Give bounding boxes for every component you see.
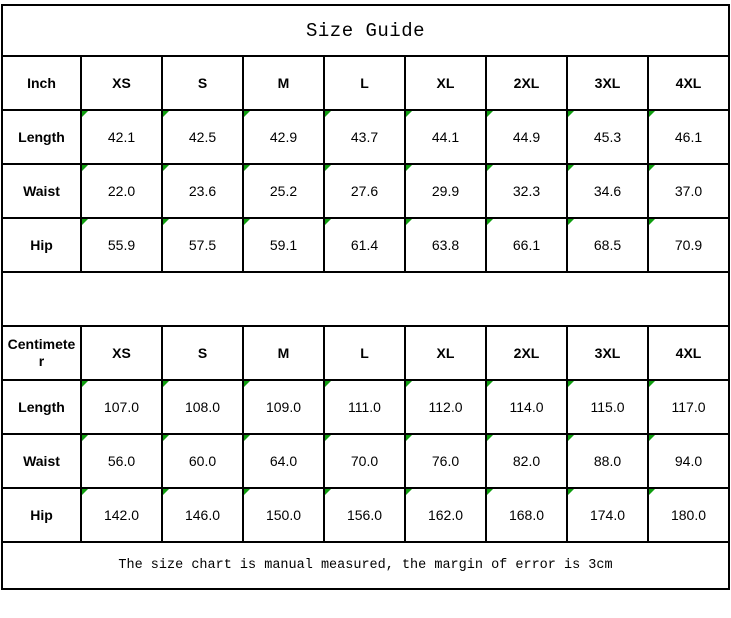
size-value: 23.6 xyxy=(188,183,217,199)
comment-flag-icon xyxy=(568,165,574,171)
size-value-cell xyxy=(81,110,162,164)
comment-flag-icon xyxy=(487,219,493,225)
size-header-s: S xyxy=(162,326,243,380)
size-value-cell xyxy=(648,218,729,272)
size-value-cell xyxy=(81,380,162,434)
size-value: 174.0 xyxy=(589,507,626,523)
comment-flag-icon xyxy=(568,489,574,495)
comment-flag-icon xyxy=(649,435,655,441)
size-value: 70.0 xyxy=(350,453,379,469)
size-value: 56.0 xyxy=(107,453,136,469)
comment-flag-icon xyxy=(244,165,250,171)
size-value: 63.8 xyxy=(431,237,460,253)
size-value: 142.0 xyxy=(103,507,140,523)
size-header-2xl: 2XL xyxy=(486,326,567,380)
page-title: Size Guide xyxy=(2,5,729,56)
comment-flag-icon xyxy=(487,435,493,441)
size-value-cell xyxy=(567,488,648,542)
comment-flag-icon xyxy=(163,165,169,171)
size-value: 114.0 xyxy=(509,399,544,415)
size-value: 42.1 xyxy=(107,129,136,145)
size-header-3xl: 3XL xyxy=(567,56,648,110)
size-value-cell xyxy=(324,434,405,488)
size-value: 76.0 xyxy=(431,453,460,469)
comment-flag-icon xyxy=(244,381,250,387)
size-header-l: L xyxy=(324,56,405,110)
inch-hip-row xyxy=(2,218,729,272)
comment-flag-icon xyxy=(406,111,412,117)
size-value-cell xyxy=(81,434,162,488)
comment-flag-icon xyxy=(568,111,574,117)
size-value-cell xyxy=(405,380,486,434)
comment-flag-icon xyxy=(487,111,493,117)
size-header-3xl: 3XL xyxy=(567,326,648,380)
comment-flag-icon xyxy=(649,219,655,225)
size-header-xl: XL xyxy=(405,326,486,380)
comment-flag-icon xyxy=(82,219,88,225)
size-value-cell xyxy=(567,218,648,272)
size-value: 68.5 xyxy=(593,237,622,253)
comment-flag-icon xyxy=(163,219,169,225)
spacer-row xyxy=(2,272,729,326)
size-value-cell xyxy=(243,380,324,434)
size-value-cell xyxy=(405,110,486,164)
size-value-cell xyxy=(81,218,162,272)
comment-flag-icon xyxy=(649,489,655,495)
size-value-cell xyxy=(243,434,324,488)
size-value-cell xyxy=(243,164,324,218)
size-value-cell xyxy=(324,380,405,434)
size-value: 60.0 xyxy=(188,453,217,469)
size-value-cell xyxy=(324,110,405,164)
size-value-cell xyxy=(324,218,405,272)
size-value-cell xyxy=(648,488,729,542)
row-label-waist: Waist xyxy=(2,164,81,218)
size-value-cell xyxy=(162,434,243,488)
size-value-cell xyxy=(162,218,243,272)
size-value: 27.6 xyxy=(350,183,379,199)
comment-flag-icon xyxy=(487,165,493,171)
size-value: 180.0 xyxy=(670,507,707,523)
size-value: 44.1 xyxy=(431,129,460,145)
comment-flag-icon xyxy=(244,219,250,225)
size-header-xs: XS xyxy=(81,326,162,380)
size-value-cell xyxy=(162,164,243,218)
size-value-cell xyxy=(567,380,648,434)
cm-waist-row xyxy=(2,434,729,488)
inch-header-row xyxy=(2,56,729,110)
comment-flag-icon xyxy=(244,489,250,495)
size-value-cell xyxy=(486,488,567,542)
comment-flag-icon xyxy=(406,165,412,171)
comment-flag-icon xyxy=(487,381,493,387)
comment-flag-icon xyxy=(244,435,250,441)
row-label-length: Length xyxy=(2,110,81,164)
inch-length-row xyxy=(2,110,729,164)
size-value: 45.3 xyxy=(593,129,622,145)
size-value-cell xyxy=(648,110,729,164)
row-label-hip: Hip xyxy=(2,218,81,272)
size-value: 162.0 xyxy=(427,507,464,523)
comment-flag-icon xyxy=(82,381,88,387)
cm-length-row xyxy=(2,380,729,434)
comment-flag-icon xyxy=(244,111,250,117)
size-value: 34.6 xyxy=(593,183,622,199)
comment-flag-icon xyxy=(82,111,88,117)
size-value: 117.0 xyxy=(671,399,706,415)
size-value-cell xyxy=(162,488,243,542)
size-value: 108.0 xyxy=(184,399,221,415)
size-value-cell xyxy=(162,380,243,434)
size-value: 66.1 xyxy=(512,237,541,253)
comment-flag-icon xyxy=(325,219,331,225)
comment-flag-icon xyxy=(406,219,412,225)
comment-flag-icon xyxy=(163,435,169,441)
size-value-cell xyxy=(324,164,405,218)
comment-flag-icon xyxy=(325,489,331,495)
size-value: 32.3 xyxy=(512,183,541,199)
size-value-cell xyxy=(567,164,648,218)
size-value-cell xyxy=(405,488,486,542)
size-value-cell xyxy=(486,164,567,218)
size-header-m: M xyxy=(243,56,324,110)
cm-header-row xyxy=(2,326,729,380)
title-row xyxy=(2,5,729,56)
size-value: 109.0 xyxy=(265,399,302,415)
size-value-cell xyxy=(405,164,486,218)
comment-flag-icon xyxy=(568,435,574,441)
row-label-length: Length xyxy=(2,380,81,434)
footer-note: The size chart is manual measured, the margin of error is 3cm xyxy=(2,542,729,589)
unit-header-inch: Inch xyxy=(2,56,81,110)
size-value-cell xyxy=(243,218,324,272)
size-value-cell xyxy=(486,218,567,272)
comment-flag-icon xyxy=(325,381,331,387)
size-value-cell xyxy=(81,164,162,218)
size-value: 64.0 xyxy=(269,453,298,469)
size-value: 43.7 xyxy=(350,129,379,145)
size-value-cell xyxy=(567,110,648,164)
footer-row xyxy=(2,542,729,589)
size-value: 111.0 xyxy=(348,399,381,415)
comment-flag-icon xyxy=(325,111,331,117)
comment-flag-icon xyxy=(649,381,655,387)
size-value-cell xyxy=(405,218,486,272)
cm-hip-row xyxy=(2,488,729,542)
size-guide-table xyxy=(1,4,730,590)
size-value-cell xyxy=(405,434,486,488)
size-value: 115.0 xyxy=(590,399,625,415)
size-value: 42.9 xyxy=(269,129,298,145)
row-label-waist: Waist xyxy=(2,434,81,488)
size-value: 44.9 xyxy=(512,129,541,145)
size-value-cell xyxy=(567,434,648,488)
size-value: 107.0 xyxy=(103,399,140,415)
size-value-cell xyxy=(81,488,162,542)
size-header-s: S xyxy=(162,56,243,110)
comment-flag-icon xyxy=(406,435,412,441)
size-value: 37.0 xyxy=(674,183,703,199)
comment-flag-icon xyxy=(82,489,88,495)
size-value: 55.9 xyxy=(107,237,136,253)
size-value: 42.5 xyxy=(188,129,217,145)
size-value: 94.0 xyxy=(674,453,703,469)
size-value-cell xyxy=(243,488,324,542)
size-header-2xl: 2XL xyxy=(486,56,567,110)
size-value-cell xyxy=(324,488,405,542)
comment-flag-icon xyxy=(82,435,88,441)
size-value: 29.9 xyxy=(431,183,460,199)
comment-flag-icon xyxy=(163,111,169,117)
size-header-xl: XL xyxy=(405,56,486,110)
size-value-cell xyxy=(162,110,243,164)
size-value-cell xyxy=(486,380,567,434)
unit-header-centimeter: Centimeter xyxy=(2,326,81,380)
size-value: 57.5 xyxy=(188,237,217,253)
size-value: 150.0 xyxy=(265,507,302,523)
comment-flag-icon xyxy=(325,165,331,171)
comment-flag-icon xyxy=(325,435,331,441)
size-value-cell xyxy=(486,434,567,488)
size-value-cell xyxy=(486,110,567,164)
comment-flag-icon xyxy=(649,165,655,171)
size-value: 61.4 xyxy=(350,237,379,253)
comment-flag-icon xyxy=(406,489,412,495)
comment-flag-icon xyxy=(406,381,412,387)
size-value-cell xyxy=(243,110,324,164)
size-value: 59.1 xyxy=(269,237,298,253)
size-value: 25.2 xyxy=(269,183,298,199)
comment-flag-icon xyxy=(82,165,88,171)
size-value: 22.0 xyxy=(107,183,136,199)
size-value: 156.0 xyxy=(346,507,383,523)
size-header-l: L xyxy=(324,326,405,380)
size-header-4xl: 4XL xyxy=(648,326,729,380)
spacer-cell xyxy=(2,272,729,326)
size-header-xs: XS xyxy=(81,56,162,110)
comment-flag-icon xyxy=(487,489,493,495)
comment-flag-icon xyxy=(649,111,655,117)
comment-flag-icon xyxy=(163,489,169,495)
size-value-cell xyxy=(648,434,729,488)
size-header-m: M xyxy=(243,326,324,380)
comment-flag-icon xyxy=(568,381,574,387)
size-value: 82.0 xyxy=(512,453,541,469)
size-value: 168.0 xyxy=(508,507,545,523)
size-value: 146.0 xyxy=(184,507,221,523)
size-value: 112.0 xyxy=(428,399,463,415)
comment-flag-icon xyxy=(568,219,574,225)
size-value: 70.9 xyxy=(674,237,703,253)
size-header-4xl: 4XL xyxy=(648,56,729,110)
size-value: 88.0 xyxy=(593,453,622,469)
size-value-cell xyxy=(648,164,729,218)
comment-flag-icon xyxy=(163,381,169,387)
row-label-hip: Hip xyxy=(2,488,81,542)
size-value: 46.1 xyxy=(674,129,703,145)
size-value-cell xyxy=(648,380,729,434)
inch-waist-row xyxy=(2,164,729,218)
